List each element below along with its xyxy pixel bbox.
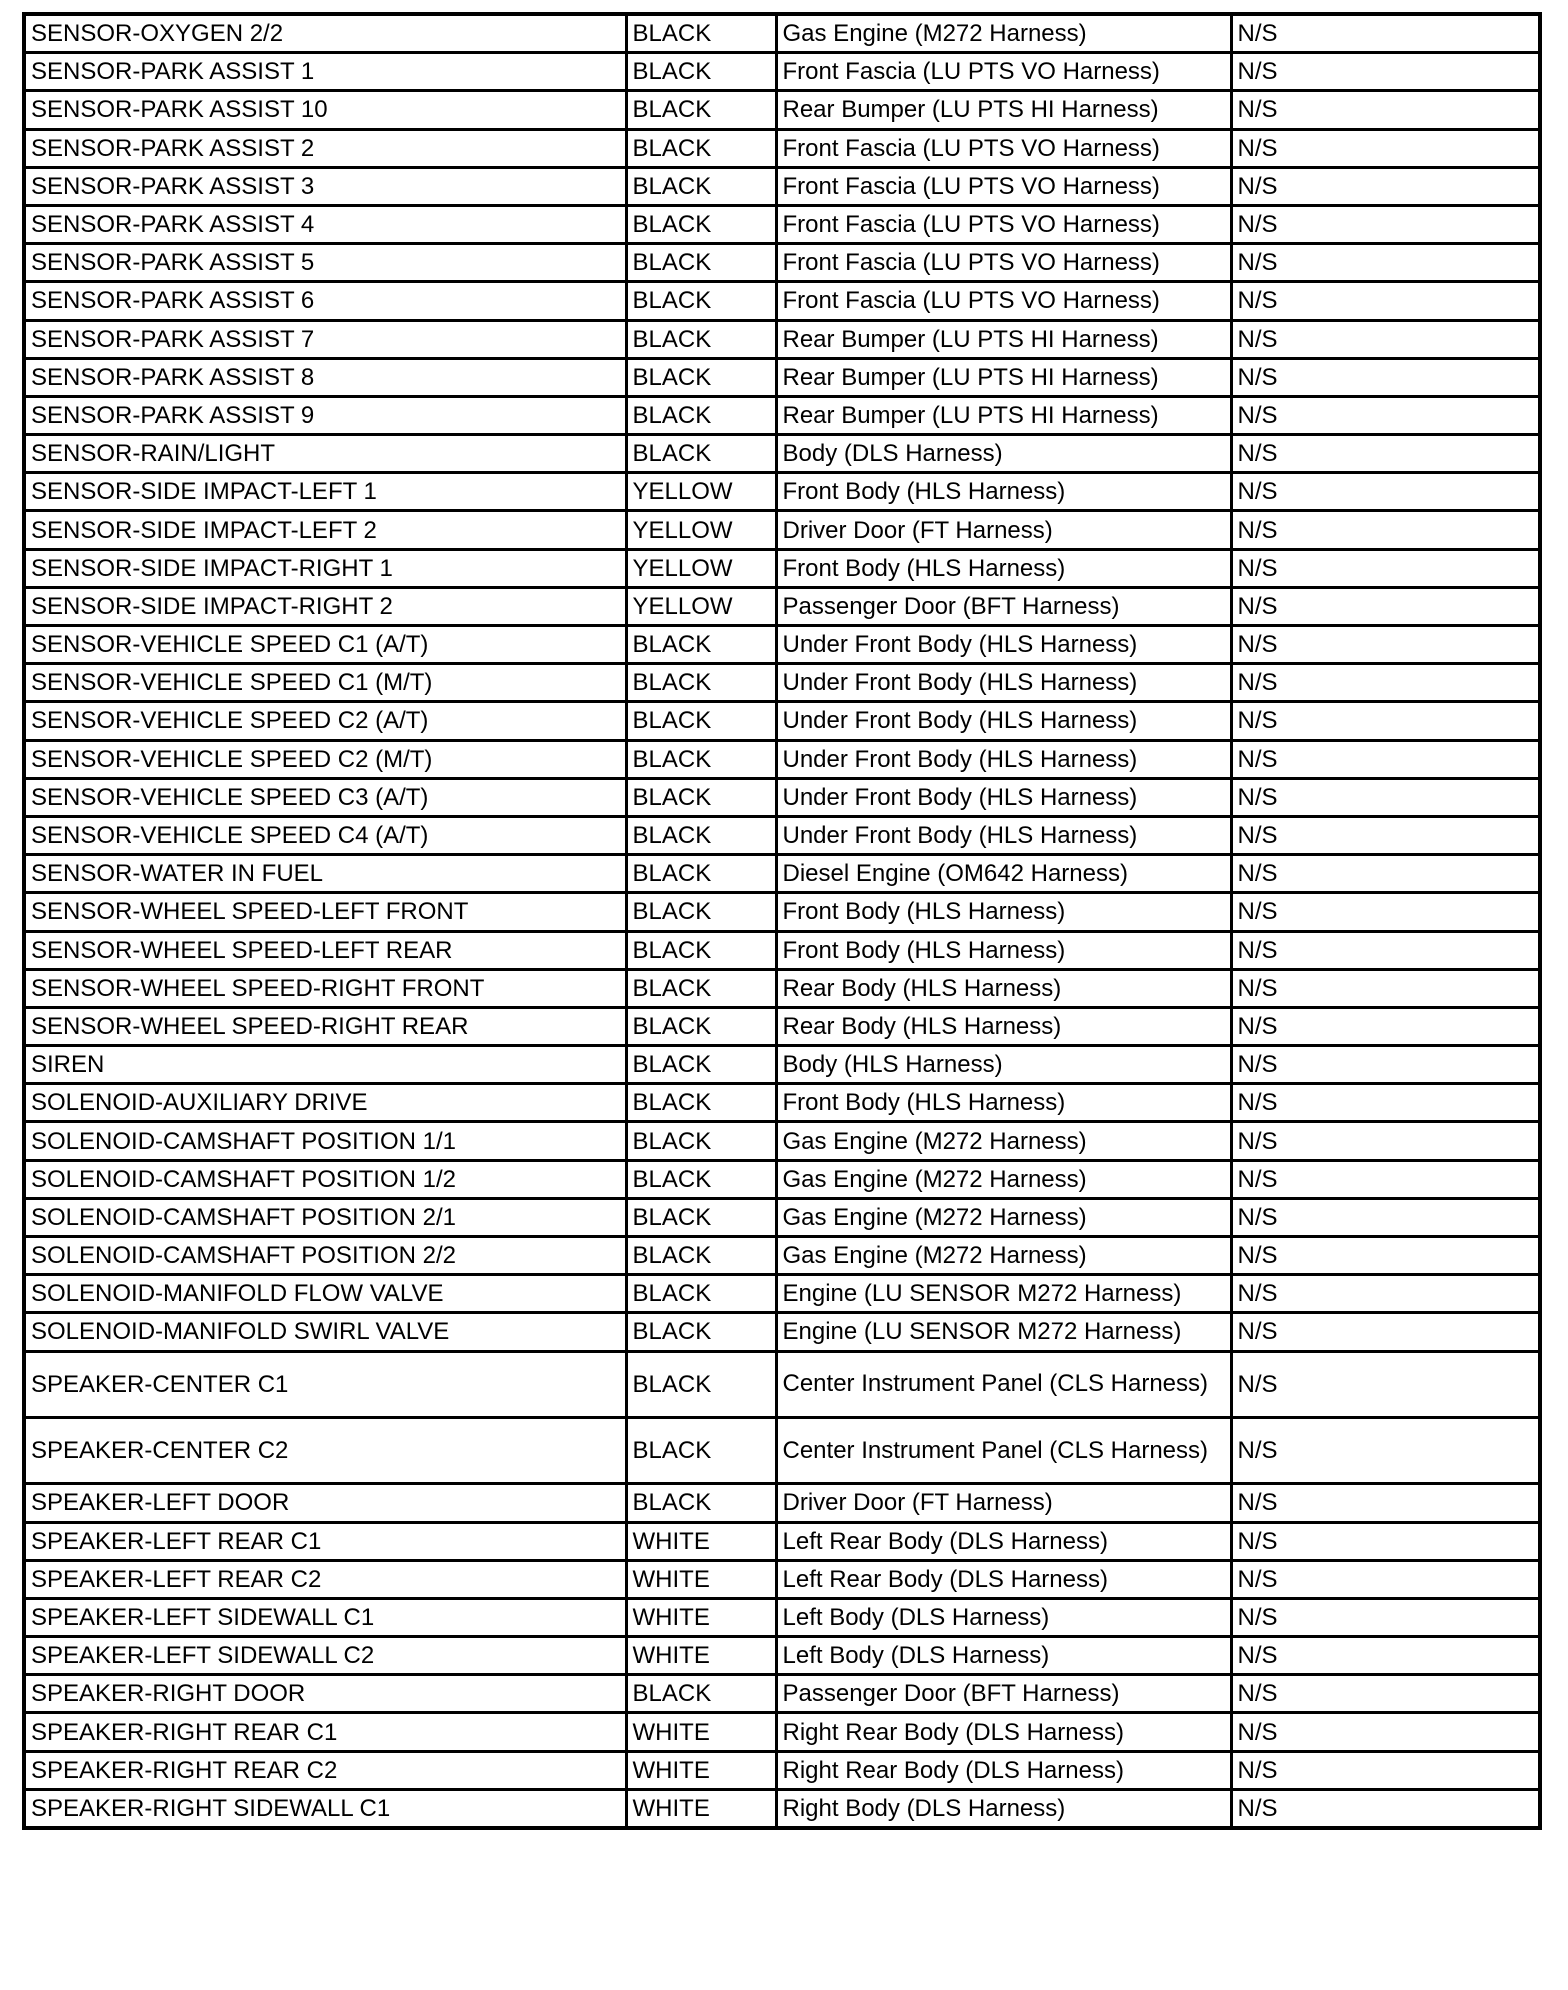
component-cell: SOLENOID-AUXILIARY DRIVE <box>24 1084 626 1122</box>
component-cell: SENSOR-PARK ASSIST 9 <box>24 396 626 434</box>
component-cell: SPEAKER-CENTER C1 <box>24 1351 626 1417</box>
table-row <box>24 778 1540 816</box>
location-cell: Under Front Body (HLS Harness) <box>776 740 1231 778</box>
table-row <box>24 1122 1540 1160</box>
location-cell: Under Front Body (HLS Harness) <box>776 664 1231 702</box>
status-cell: N/S <box>1231 1560 1540 1598</box>
table-row <box>24 1084 1540 1122</box>
table-row <box>24 473 1540 511</box>
location-cell: Front Body (HLS Harness) <box>776 549 1231 587</box>
table-row <box>24 893 1540 931</box>
status-cell: N/S <box>1231 167 1540 205</box>
table-row <box>24 129 1540 167</box>
component-cell: SENSOR-VEHICLE SPEED C2 (M/T) <box>24 740 626 778</box>
status-cell: N/S <box>1231 1751 1540 1789</box>
location-cell: Under Front Body (HLS Harness) <box>776 626 1231 664</box>
location-cell: Front Body (HLS Harness) <box>776 893 1231 931</box>
component-cell: SENSOR-OXYGEN 2/2 <box>24 14 626 53</box>
location-cell: Front Body (HLS Harness) <box>776 931 1231 969</box>
status-cell: N/S <box>1231 1122 1540 1160</box>
location-cell: Body (HLS Harness) <box>776 1046 1231 1084</box>
location-cell: Under Front Body (HLS Harness) <box>776 702 1231 740</box>
table-row <box>24 1046 1540 1084</box>
component-cell: SENSOR-VEHICLE SPEED C3 (A/T) <box>24 778 626 816</box>
component-cell: SENSOR-PARK ASSIST 8 <box>24 358 626 396</box>
table-row <box>24 244 1540 282</box>
table-row <box>24 205 1540 243</box>
color-cell: BLACK <box>626 167 776 205</box>
table-row <box>24 1160 1540 1198</box>
location-cell: Engine (LU SENSOR M272 Harness) <box>776 1275 1231 1313</box>
location-cell: Front Fascia (LU PTS VO Harness) <box>776 282 1231 320</box>
status-cell: N/S <box>1231 1789 1540 1828</box>
color-cell: BLACK <box>626 1313 776 1351</box>
color-cell: BLACK <box>626 626 776 664</box>
table-row <box>24 702 1540 740</box>
status-cell: N/S <box>1231 778 1540 816</box>
color-cell: WHITE <box>626 1522 776 1560</box>
color-cell: BLACK <box>626 1351 776 1417</box>
component-cell: SENSOR-SIDE IMPACT-LEFT 2 <box>24 511 626 549</box>
component-cell: SENSOR-PARK ASSIST 5 <box>24 244 626 282</box>
table-row <box>24 549 1540 587</box>
status-cell: N/S <box>1231 1675 1540 1713</box>
table-row <box>24 664 1540 702</box>
color-cell: BLACK <box>626 1237 776 1275</box>
status-cell: N/S <box>1231 1198 1540 1236</box>
location-cell: Front Fascia (LU PTS VO Harness) <box>776 167 1231 205</box>
location-cell: Left Rear Body (DLS Harness) <box>776 1560 1231 1598</box>
table-row <box>24 396 1540 434</box>
color-cell: BLACK <box>626 320 776 358</box>
color-cell: BLACK <box>626 969 776 1007</box>
color-cell: BLACK <box>626 53 776 91</box>
component-cell: SENSOR-PARK ASSIST 4 <box>24 205 626 243</box>
status-cell: N/S <box>1231 1046 1540 1084</box>
location-cell: Left Body (DLS Harness) <box>776 1598 1231 1636</box>
color-cell: BLACK <box>626 1675 776 1713</box>
status-cell: N/S <box>1231 320 1540 358</box>
color-cell: BLACK <box>626 1417 776 1483</box>
color-cell: BLACK <box>626 893 776 931</box>
color-cell: BLACK <box>626 358 776 396</box>
status-cell: N/S <box>1231 1351 1540 1417</box>
color-cell: BLACK <box>626 396 776 434</box>
table-row <box>24 1007 1540 1045</box>
location-cell: Driver Door (FT Harness) <box>776 511 1231 549</box>
color-cell: BLACK <box>626 91 776 129</box>
table-row <box>24 1275 1540 1313</box>
table-row <box>24 816 1540 854</box>
color-cell: BLACK <box>626 1484 776 1522</box>
table-row <box>24 14 1540 53</box>
component-cell: SENSOR-PARK ASSIST 6 <box>24 282 626 320</box>
component-cell: SENSOR-VEHICLE SPEED C4 (A/T) <box>24 816 626 854</box>
component-cell: SPEAKER-LEFT DOOR <box>24 1484 626 1522</box>
component-cell: SENSOR-PARK ASSIST 1 <box>24 53 626 91</box>
location-cell: Rear Bumper (LU PTS HI Harness) <box>776 91 1231 129</box>
table-row <box>24 1751 1540 1789</box>
location-cell: Left Body (DLS Harness) <box>776 1637 1231 1675</box>
color-cell: BLACK <box>626 702 776 740</box>
component-cell: SOLENOID-MANIFOLD SWIRL VALVE <box>24 1313 626 1351</box>
component-cell: SENSOR-PARK ASSIST 7 <box>24 320 626 358</box>
color-cell: BLACK <box>626 1198 776 1236</box>
location-cell: Gas Engine (M272 Harness) <box>776 1198 1231 1236</box>
table-body <box>24 14 1540 1828</box>
color-cell: BLACK <box>626 816 776 854</box>
component-cell: SENSOR-SIDE IMPACT-RIGHT 2 <box>24 587 626 625</box>
status-cell: N/S <box>1231 282 1540 320</box>
component-cell: SENSOR-WATER IN FUEL <box>24 855 626 893</box>
color-cell: WHITE <box>626 1598 776 1636</box>
location-cell: Gas Engine (M272 Harness) <box>776 1122 1231 1160</box>
connector-table <box>22 12 1542 1830</box>
table-row <box>24 1313 1540 1351</box>
location-cell: Rear Body (HLS Harness) <box>776 969 1231 1007</box>
status-cell: N/S <box>1231 1275 1540 1313</box>
component-cell: SENSOR-WHEEL SPEED-LEFT FRONT <box>24 893 626 931</box>
status-cell: N/S <box>1231 91 1540 129</box>
component-cell: SOLENOID-CAMSHAFT POSITION 2/1 <box>24 1198 626 1236</box>
location-cell: Left Rear Body (DLS Harness) <box>776 1522 1231 1560</box>
component-cell: SENSOR-SIDE IMPACT-RIGHT 1 <box>24 549 626 587</box>
table-row <box>24 1198 1540 1236</box>
color-cell: YELLOW <box>626 587 776 625</box>
location-cell: Center Instrument Panel (CLS Harness) <box>776 1417 1231 1483</box>
color-cell: BLACK <box>626 1160 776 1198</box>
status-cell: N/S <box>1231 1522 1540 1560</box>
component-cell: SIREN <box>24 1046 626 1084</box>
status-cell: N/S <box>1231 435 1540 473</box>
location-cell: Passenger Door (BFT Harness) <box>776 587 1231 625</box>
component-cell: SENSOR-SIDE IMPACT-LEFT 1 <box>24 473 626 511</box>
status-cell: N/S <box>1231 664 1540 702</box>
table-row <box>24 1417 1540 1483</box>
location-cell: Right Rear Body (DLS Harness) <box>776 1713 1231 1751</box>
component-cell: SENSOR-PARK ASSIST 2 <box>24 129 626 167</box>
status-cell: N/S <box>1231 816 1540 854</box>
status-cell: N/S <box>1231 931 1540 969</box>
status-cell: N/S <box>1231 1417 1540 1483</box>
component-cell: SPEAKER-LEFT SIDEWALL C2 <box>24 1637 626 1675</box>
color-cell: BLACK <box>626 205 776 243</box>
table-row <box>24 1560 1540 1598</box>
status-cell: N/S <box>1231 587 1540 625</box>
component-cell: SOLENOID-CAMSHAFT POSITION 2/2 <box>24 1237 626 1275</box>
location-cell: Front Fascia (LU PTS VO Harness) <box>776 205 1231 243</box>
status-cell: N/S <box>1231 702 1540 740</box>
component-cell: SPEAKER-LEFT SIDEWALL C1 <box>24 1598 626 1636</box>
color-cell: BLACK <box>626 1275 776 1313</box>
status-cell: N/S <box>1231 855 1540 893</box>
status-cell: N/S <box>1231 549 1540 587</box>
table-row <box>24 1522 1540 1560</box>
status-cell: N/S <box>1231 53 1540 91</box>
color-cell: BLACK <box>626 1084 776 1122</box>
status-cell: N/S <box>1231 1484 1540 1522</box>
color-cell: WHITE <box>626 1751 776 1789</box>
location-cell: Engine (LU SENSOR M272 Harness) <box>776 1313 1231 1351</box>
location-cell: Front Fascia (LU PTS VO Harness) <box>776 53 1231 91</box>
table-row <box>24 511 1540 549</box>
status-cell: N/S <box>1231 205 1540 243</box>
table-row <box>24 1598 1540 1636</box>
table-row <box>24 1484 1540 1522</box>
component-cell: SPEAKER-CENTER C2 <box>24 1417 626 1483</box>
color-cell: WHITE <box>626 1560 776 1598</box>
location-cell: Driver Door (FT Harness) <box>776 1484 1231 1522</box>
status-cell: N/S <box>1231 1237 1540 1275</box>
location-cell: Gas Engine (M272 Harness) <box>776 1160 1231 1198</box>
component-cell: SENSOR-VEHICLE SPEED C1 (A/T) <box>24 626 626 664</box>
component-cell: SENSOR-VEHICLE SPEED C1 (M/T) <box>24 664 626 702</box>
status-cell: N/S <box>1231 358 1540 396</box>
table-row <box>24 1637 1540 1675</box>
component-cell: SPEAKER-RIGHT DOOR <box>24 1675 626 1713</box>
location-cell: Body (DLS Harness) <box>776 435 1231 473</box>
table-row <box>24 931 1540 969</box>
table-row <box>24 1237 1540 1275</box>
location-cell: Rear Bumper (LU PTS HI Harness) <box>776 396 1231 434</box>
status-cell: N/S <box>1231 511 1540 549</box>
table-row <box>24 855 1540 893</box>
table-row <box>24 1713 1540 1751</box>
component-cell: SOLENOID-MANIFOLD FLOW VALVE <box>24 1275 626 1313</box>
component-cell: SPEAKER-LEFT REAR C2 <box>24 1560 626 1598</box>
table-row <box>24 167 1540 205</box>
status-cell: N/S <box>1231 1084 1540 1122</box>
color-cell: BLACK <box>626 855 776 893</box>
status-cell: N/S <box>1231 1598 1540 1636</box>
location-cell: Diesel Engine (OM642 Harness) <box>776 855 1231 893</box>
location-cell: Rear Body (HLS Harness) <box>776 1007 1231 1045</box>
table-row <box>24 91 1540 129</box>
location-cell: Under Front Body (HLS Harness) <box>776 778 1231 816</box>
location-cell: Rear Bumper (LU PTS HI Harness) <box>776 358 1231 396</box>
color-cell: YELLOW <box>626 549 776 587</box>
color-cell: BLACK <box>626 14 776 53</box>
status-cell: N/S <box>1231 129 1540 167</box>
color-cell: BLACK <box>626 664 776 702</box>
status-cell: N/S <box>1231 893 1540 931</box>
table-row <box>24 587 1540 625</box>
component-cell: SENSOR-WHEEL SPEED-RIGHT REAR <box>24 1007 626 1045</box>
status-cell: N/S <box>1231 740 1540 778</box>
color-cell: YELLOW <box>626 511 776 549</box>
location-cell: Rear Bumper (LU PTS HI Harness) <box>776 320 1231 358</box>
location-cell: Under Front Body (HLS Harness) <box>776 816 1231 854</box>
status-cell: N/S <box>1231 396 1540 434</box>
color-cell: WHITE <box>626 1637 776 1675</box>
status-cell: N/S <box>1231 1637 1540 1675</box>
table-row <box>24 358 1540 396</box>
status-cell: N/S <box>1231 14 1540 53</box>
location-cell: Front Body (HLS Harness) <box>776 473 1231 511</box>
location-cell: Gas Engine (M272 Harness) <box>776 1237 1231 1275</box>
table-row <box>24 53 1540 91</box>
status-cell: N/S <box>1231 969 1540 1007</box>
component-cell: SENSOR-RAIN/LIGHT <box>24 435 626 473</box>
status-cell: N/S <box>1231 626 1540 664</box>
location-cell: Right Body (DLS Harness) <box>776 1789 1231 1828</box>
color-cell: BLACK <box>626 244 776 282</box>
table-row <box>24 435 1540 473</box>
status-cell: N/S <box>1231 1313 1540 1351</box>
location-cell: Center Instrument Panel (CLS Harness) <box>776 1351 1231 1417</box>
status-cell: N/S <box>1231 1160 1540 1198</box>
color-cell: BLACK <box>626 435 776 473</box>
color-cell: BLACK <box>626 1046 776 1084</box>
location-cell: Passenger Door (BFT Harness) <box>776 1675 1231 1713</box>
color-cell: BLACK <box>626 931 776 969</box>
table-row <box>24 1351 1540 1417</box>
table-row <box>24 969 1540 1007</box>
table-row <box>24 282 1540 320</box>
location-cell: Front Fascia (LU PTS VO Harness) <box>776 129 1231 167</box>
location-cell: Right Rear Body (DLS Harness) <box>776 1751 1231 1789</box>
status-cell: N/S <box>1231 1007 1540 1045</box>
component-cell: SOLENOID-CAMSHAFT POSITION 1/2 <box>24 1160 626 1198</box>
color-cell: BLACK <box>626 778 776 816</box>
location-cell: Gas Engine (M272 Harness) <box>776 14 1231 53</box>
color-cell: BLACK <box>626 1122 776 1160</box>
status-cell: N/S <box>1231 244 1540 282</box>
color-cell: BLACK <box>626 282 776 320</box>
component-cell: SPEAKER-RIGHT REAR C1 <box>24 1713 626 1751</box>
status-cell: N/S <box>1231 1713 1540 1751</box>
table-row <box>24 626 1540 664</box>
status-cell: N/S <box>1231 473 1540 511</box>
location-cell: Front Fascia (LU PTS VO Harness) <box>776 244 1231 282</box>
color-cell: BLACK <box>626 740 776 778</box>
color-cell: BLACK <box>626 129 776 167</box>
component-cell: SENSOR-PARK ASSIST 3 <box>24 167 626 205</box>
component-cell: SPEAKER-RIGHT SIDEWALL C1 <box>24 1789 626 1828</box>
color-cell: YELLOW <box>626 473 776 511</box>
component-cell: SENSOR-VEHICLE SPEED C2 (A/T) <box>24 702 626 740</box>
table-row <box>24 320 1540 358</box>
table-row <box>24 1675 1540 1713</box>
color-cell: WHITE <box>626 1789 776 1828</box>
component-cell: SOLENOID-CAMSHAFT POSITION 1/1 <box>24 1122 626 1160</box>
component-cell: SENSOR-WHEEL SPEED-LEFT REAR <box>24 931 626 969</box>
color-cell: BLACK <box>626 1007 776 1045</box>
location-cell: Front Body (HLS Harness) <box>776 1084 1231 1122</box>
component-cell: SPEAKER-LEFT REAR C1 <box>24 1522 626 1560</box>
table-row <box>24 740 1540 778</box>
component-cell: SPEAKER-RIGHT REAR C2 <box>24 1751 626 1789</box>
table-row <box>24 1789 1540 1828</box>
component-cell: SENSOR-PARK ASSIST 10 <box>24 91 626 129</box>
component-cell: SENSOR-WHEEL SPEED-RIGHT FRONT <box>24 969 626 1007</box>
color-cell: WHITE <box>626 1713 776 1751</box>
